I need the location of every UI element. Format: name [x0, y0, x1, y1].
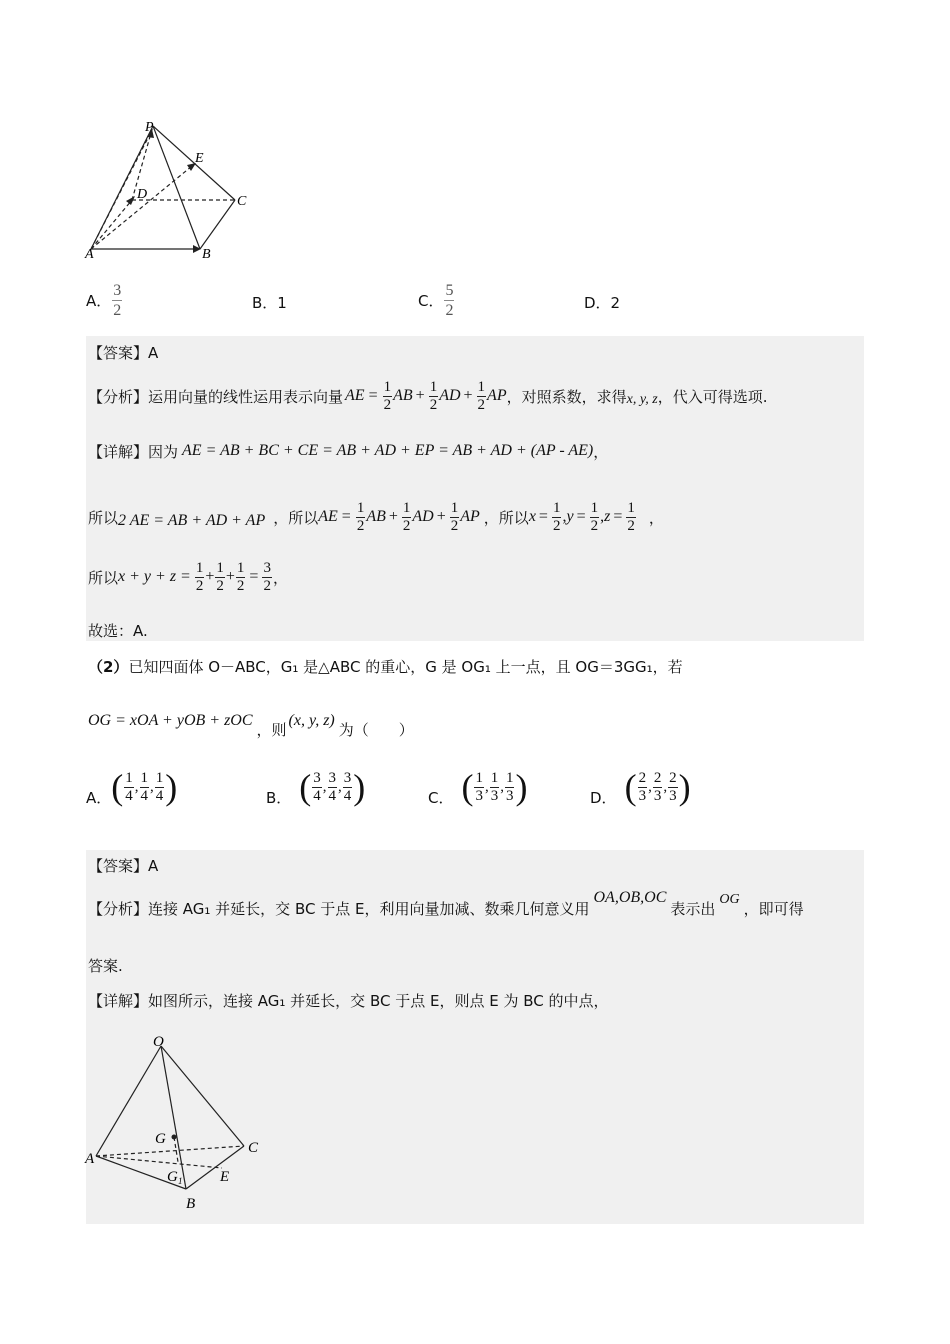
q1-analysis: 【分析】 运用向量的线性运用表示向量 AE = $\frac{1}{2}$ AB + $\frac{1}{2}$ AD + $\frac{1}{2}$ AP ，对照系数，求得 x, y, z ，代入可得选项. [88, 378, 768, 413]
label-E: E [195, 151, 204, 166]
label-P: P [145, 120, 154, 135]
label-C: C [248, 1140, 259, 1156]
q2-option-d[interactable]: D． ( $\frac{2}{3}$ , $\frac{2}{3}$ , $\frac{2}{3}$ ) [590, 767, 691, 807]
tetrahedron-figure [82, 1026, 272, 1216]
q1-choose: 故选：A. [88, 622, 148, 640]
label-B: B [202, 247, 211, 262]
label-O: O [153, 1034, 164, 1050]
q2-analysis-line2: 答案. [88, 957, 123, 975]
label-A: A [85, 1151, 95, 1167]
q2-detail: 【详解】如图所示，连接 AG₁ 并延长，交 BC 于点 E，则点 E 为 BC 的中点， [88, 992, 609, 1010]
q1-detail: 【详解】 因为 AE = AB + BC + CE = AB + AD + EP = AB + AD + (AP - AE) ， [88, 442, 609, 461]
label-E: E [220, 1169, 230, 1185]
label-G: G [155, 1131, 166, 1147]
label-G1: G [167, 1169, 178, 1185]
q2-option-a[interactable]: A． ( $\frac{1}{4}$ , $\frac{1}{4}$ , $\frac{1}{4}$ ) [86, 767, 178, 807]
q1-option-c[interactable]: C． $\frac{5}{2}$ [418, 281, 454, 319]
q2-option-b[interactable]: B． ( $\frac{3}{4}$ , $\frac{3}{4}$ , $\frac{3}{4}$ ) [266, 767, 366, 807]
q1-option-b[interactable]: B．1 [252, 294, 287, 312]
pyramid-figure [80, 110, 260, 270]
label-D: D [137, 187, 148, 202]
q1-answer: 【答案】A [88, 344, 159, 362]
q2-stem: （2）已知四面体 O－ABC，G₁ 是△ABC 的重心，G 是 OG₁ 上一点，且 OG＝3GG₁，若 [88, 658, 683, 676]
q1-sum-line: 所以 x + y + z = $\frac{1}{2}$ + $\frac{1}{2}$ + $\frac{1}{2}$ = $\frac{3}{2}$ ， [88, 559, 288, 594]
q1-option-d[interactable]: D．2 [584, 294, 621, 312]
label-B: B [186, 1196, 196, 1212]
q2-analysis: 【分析】 连接 AG₁ 并延长，交 BC 于点 E，利用向量加减、数乘几何意义用 OA,OB,OC 表示出 OG ，即可得 [88, 889, 804, 918]
label-G1-sub: 1 [178, 1176, 183, 1186]
q2-stem-eq: OG = xOA + yOB + zOC ，则 (x, y, z) 为（ ） [88, 712, 414, 739]
q2-option-c[interactable]: C． ( $\frac{1}{3}$ , $\frac{1}{3}$ , $\frac{1}{3}$ ) [428, 767, 528, 807]
q1-option-a[interactable]: A． $\frac{3}{2}$ [86, 281, 122, 319]
q2-answer: 【答案】A [88, 857, 159, 875]
label-A: A [85, 247, 94, 262]
label-C: C [237, 194, 247, 209]
q1-eq-line: 所以 2 AE = AB + AD + AP ，所以 AE = $\frac{1}{2}$ AB + $\frac{1}{2}$ AD + $\frac{1}{2}$ AP ，所以 x = $\frac{1}{2}$ , y = $\frac{1}{2}$ , z = $\frac{1}{2}$ ， [88, 499, 664, 534]
